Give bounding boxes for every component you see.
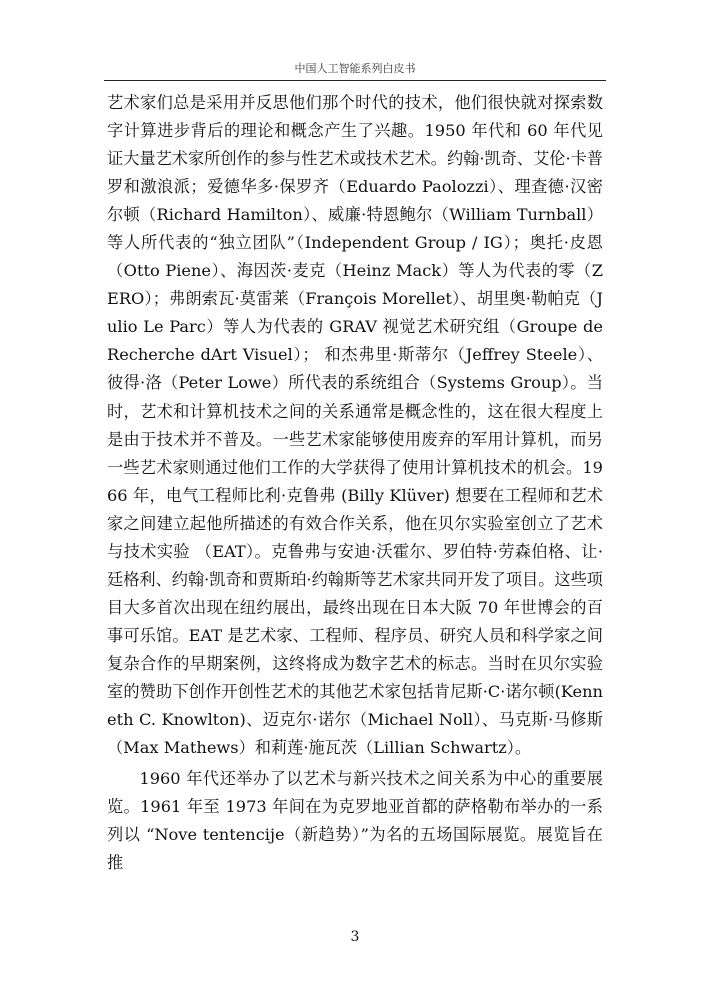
paragraph: 1960 年代还举办了以艺术与新兴技术之间关系为中心的重要展览。1961 年至 1973 年间在为克罗地亚首都的萨格勒布举办的一系列以 “Nove tentencije（新趋势）”为名的五场国际展览。展览旨在推 bbox=[107, 769, 603, 873]
header-rule bbox=[104, 80, 606, 81]
body-text bbox=[107, 89, 603, 877]
page-number: 3 bbox=[350, 929, 360, 945]
running-header: 中国人工智能系列白皮书 bbox=[294, 62, 416, 75]
paragraph: 艺术家们总是采用并反思他们那个时代的技术，他们很快就对探索数字计算进步背后的理论和概念产生了兴趣。1950 年代和 60 年代见证大量艺术家所创作的参与性艺术或技术艺术。约翰·凯奇、艾伦·卡普罗和激浪派；爱德华多·保罗齐（Eduardo Paolozzi）、理查德·汉密尔顿（Richard Hamilton）、威廉·特恩鲍尔（William Turnball）等人所代表的“独立团队”（Independent Group / IG）；奥托·皮恩（Otto Piene）、海因茨·麦克（Heinz Mack）等人为代表的零（ZERO）；弗朗索瓦·莫雷莱（François Morellet）、胡里奥·勒帕克（Julio Le Parc）等人为代表的 GRAV 视觉艺术研究组（Groupe de Recherche dArt Visuel）； 和杰弗里·斯蒂尔（Jeffrey Steele）、彼得·洛（Peter Lowe）所代表的系统组合（Systems Group）。当时，艺术和计算机技术之间的关系通常是概念性的，这在很大程度上是由于技术并不普及。一些艺术家能够使用废弃的军用计算机，而另一些艺术家则通过他们工作的大学获得了使用计算机技术的机会。1966 年，电气工程师比利·克鲁弗 (Billy Klüver) 想要在工程师和艺术家之间建立起他所描述的有效合作关系，他在贝尔实验室创立了艺术与技术实验 （EAT）。克鲁弗与安迪·沃霍尔、罗伯特·劳森伯格、让·廷格利、约翰·凯奇和贾斯珀·约翰斯等艺术家共同开发了项目。这些项目大多首次出现在纽约展出，最终出现在日本大阪 70 年世博会的百事可乐馆。EAT 是艺术家、工程师、程序员、研究人员和科学家之间复杂合作的早期案例，这终将成为数字艺术的标志。当时在贝尔实验室的赞助下创作开创性艺术的其他艺术家包括肯尼斯·C·诺尔顿(Kenneth C. Knowlton)、迈克尔·诺尔（Michael Noll）、马克斯·马修斯（Max Mathews）和莉莲·施瓦茨（Lillian Schwartz）。 bbox=[107, 93, 603, 758]
